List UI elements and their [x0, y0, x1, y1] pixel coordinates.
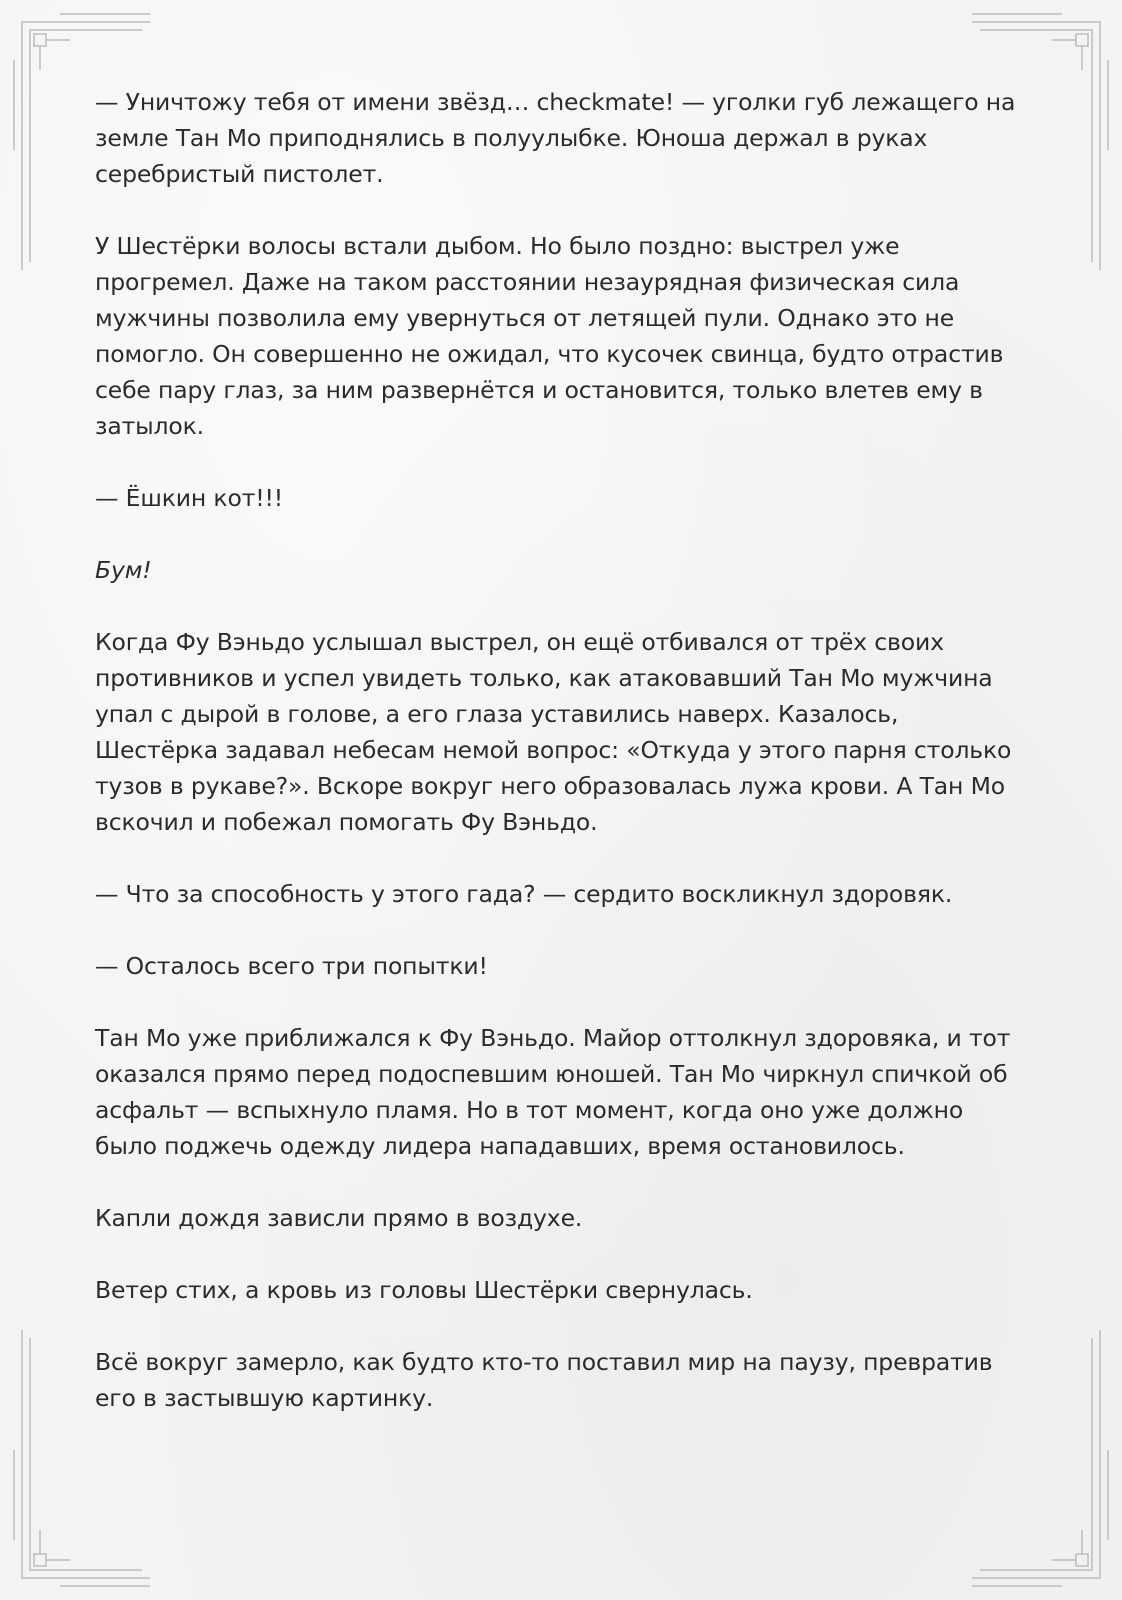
body-text	[95, 84, 1025, 1452]
paragraph-2: У Шестёрки волосы встали дыбом. Но было поздно: выстрел уже прогремел. Даже на таком расстоянии незаурядная физическая сила мужчины позволила ему увернуться от летящей пули. Однако это не помогло. Он совершенно не ожидал, что кусочек свинца, будто отрастив себе пару глаз, за ним развернётся и остановится, только влетев ему в затылок.	[95, 232, 1004, 440]
paragraph-11: Всё вокруг замерло, как будто кто-то поставил мир на паузу, превратив его в застывшую картинку.	[95, 1348, 993, 1412]
paragraph-4: Бум!	[95, 556, 152, 584]
paragraph-8: Тан Мо уже приближался к Фу Вэньдо. Майор оттолкнул здоровяка, и тот оказался прямо перед подоспевшим юношей. Тан Мо чиркнул спичкой об асфальт — вспыхнуло пламя. Но в тот момент, когда оно уже должно было поджечь одежду лидера нападавших, время остановилось.	[95, 1024, 1011, 1160]
paragraph-9: Капли дождя зависли прямо в воздухе.	[95, 1204, 583, 1232]
paragraph-7: — Осталось всего три попытки!	[95, 952, 488, 980]
paragraph-3: — Ёшкин кот!!!	[95, 484, 284, 512]
paragraph-10: Ветер стих, а кровь из головы Шестёрки свернулась.	[95, 1276, 753, 1304]
paragraph-1: — Уничтожу тебя от имени звёзд… checkmate! — уголки губ лежащего на земле Тан Мо приподнялись в полуулыбке. Юноша держал в руках серебристый пистолет.	[95, 88, 1016, 188]
paragraph-5: Когда Фу Вэньдо услышал выстрел, он ещё отбивался от трёх своих противников и успел увидеть только, как атаковавший Тан Мо мужчина упал с дырой в голове, а его глаза уставились наверх. Казалось, Шестёрка задавал небесам немой вопрос: «Откуда у этого парня столько тузов в рукаве?». Вскоре вокруг него образовалась лужа крови. А Тан Мо вскочил и побежал помогать Фу Вэньдо.	[95, 628, 1012, 836]
paragraph-6: — Что за способность у этого гада? — сердито воскликнул здоровяк.	[95, 880, 953, 908]
